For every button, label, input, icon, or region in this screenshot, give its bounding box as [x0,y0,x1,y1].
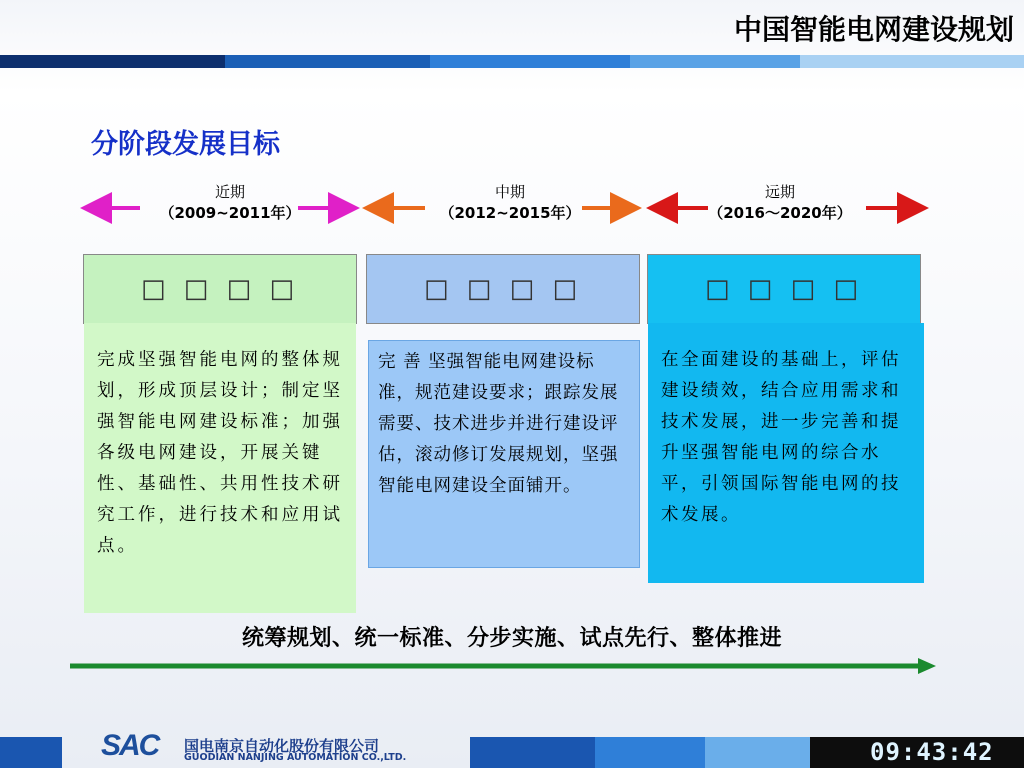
stage2-header-box: □ □ □ □ [366,254,640,324]
company-name-en: GUODIAN NANJING AUTOMATION CO.,LTD. [184,752,407,763]
stage1-years: （2009~2011年） [159,204,301,222]
stage2-description: 完 善 坚强智能电网建设标准，规范建设要求；跟踪发展需要、技术进步并进行建设评估，滚动修订发展规划，坚强智能电网建设全面铺开。 [368,340,640,568]
stage1-description: 完成坚强智能电网的整体规划，形成顶层设计；制定坚强智能电网建设标准；加强各级电网建设，开展关键性、基础性、共用性技术研究工作，进行技术和应用试点。 [84,323,356,613]
stage3-header-box: □ □ □ □ [647,254,921,324]
header-stripe-segment [0,55,225,68]
footer-stripe-segment [470,737,595,768]
stage3-period [675,182,885,224]
header-stripe-segment [430,55,630,68]
clock-display: 09:43:42 [870,738,994,766]
stage3-description: 在全面建设的基础上，评估建设绩效，结合应用需求和技术发展，进一步完善和提升坚强智能电网的综合水平，引领国际智能电网的技术发展。 [648,323,924,583]
company-name-cn: 国电南京自动化股份有限公司 [184,737,380,755]
stage2-period-name: 中期 [494,183,525,201]
company-logo: SAC [101,729,159,762]
stage3-years: （2016～2020年） [708,204,852,222]
stage1-header-box: □ □ □ □ [83,254,357,324]
stage2-years: （2012~2015年） [439,204,581,222]
header-stripe-segment [225,55,430,68]
section-title: 分阶段发展目标 [91,129,280,160]
footer-stripe-segment [0,737,62,768]
footer-stripe-segment [705,737,810,768]
header-stripe-segment [630,55,800,68]
slide-header-title: 中国智能电网建设规划 [733,13,1014,46]
footer-stripe-segment [595,737,705,768]
principle-text: 统筹规划、统一标准、分步实施、试点先行、整体推进 [241,626,782,651]
header-stripe-segment [800,55,1024,68]
stage2-period [405,182,615,224]
stage1-period-name: 近期 [214,183,245,201]
stage3-period-name: 远期 [764,183,795,201]
stage1-period [130,182,330,224]
principle-arrow [0,651,1024,681]
